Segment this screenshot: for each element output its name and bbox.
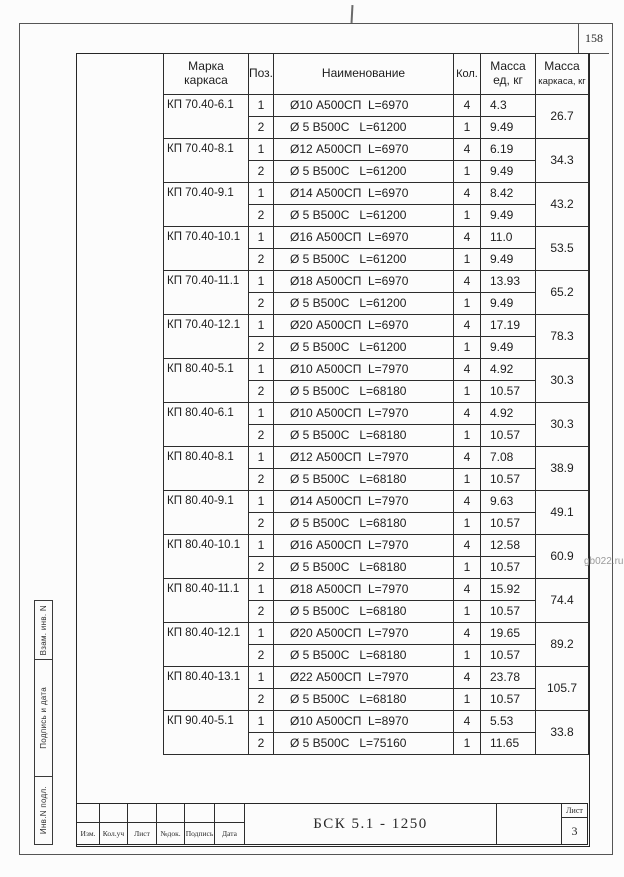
stamp-label-podpis-data: Подпись и дата [39, 687, 48, 749]
unit-mass-cell: 9.49 [481, 205, 536, 227]
spec-row [164, 623, 589, 645]
page-number: 158 [585, 31, 603, 45]
title-block [76, 803, 588, 845]
mark-cell: КП 80.40-12.1 [164, 623, 249, 667]
qty-cell: 1 [454, 689, 481, 711]
pos-cell: 2 [249, 689, 274, 711]
unit-mass-cell: 10.57 [481, 425, 536, 447]
name-cell: Ø 5 В500С L=61200 [274, 293, 454, 315]
name-cell: Ø 5 В500С L=75160 [274, 733, 454, 755]
qty-cell: 4 [454, 623, 481, 645]
qty-cell: 4 [454, 227, 481, 249]
unit-mass-cell: 9.49 [481, 249, 536, 271]
unit-mass-cell: 15.92 [481, 579, 536, 601]
spec-row [164, 139, 589, 161]
mark-cell: КП 70.40-12.1 [164, 315, 249, 359]
stamp-cell [35, 601, 52, 659]
name-cell: Ø 5 В500С L=61200 [274, 205, 454, 227]
sheet-label: Лист [562, 804, 587, 818]
unit-mass-cell: 13.93 [481, 271, 536, 293]
pos-cell: 1 [249, 535, 274, 557]
pos-cell: 1 [249, 447, 274, 469]
qty-cell: 1 [454, 381, 481, 403]
name-cell: Ø 5 В500С L=68180 [274, 601, 454, 623]
total-mass-cell: 65.2 [536, 271, 589, 315]
total-mass-cell: 49.1 [536, 491, 589, 535]
name-cell: Ø12 А500СП L=6970 [274, 139, 454, 161]
margin-stamp-column [34, 600, 53, 845]
total-mass-cell: 26.7 [536, 95, 589, 139]
unit-mass-cell: 10.57 [481, 645, 536, 667]
qty-cell: 4 [454, 139, 481, 161]
total-mass-cell: 74.4 [536, 579, 589, 623]
name-cell: Ø 5 В500С L=61200 [274, 249, 454, 271]
name-cell: Ø 5 В500С L=68180 [274, 425, 454, 447]
name-cell: Ø 5 В500С L=61200 [274, 117, 454, 139]
qty-cell: 4 [454, 711, 481, 733]
spec-row [164, 95, 589, 117]
name-cell: Ø 5 В500С L=61200 [274, 337, 454, 359]
pos-cell: 2 [249, 117, 274, 139]
qty-cell: 1 [454, 601, 481, 623]
name-cell: Ø 5 В500С L=68180 [274, 513, 454, 535]
total-mass-cell: 53.5 [536, 227, 589, 271]
spec-table-body [164, 95, 589, 755]
header-frame-mass: Масса каркаса, кг [536, 54, 589, 95]
specification-table [163, 53, 589, 755]
spec-row [164, 579, 589, 601]
total-mass-cell: 38.9 [536, 447, 589, 491]
name-cell: Ø 5 В500С L=68180 [274, 469, 454, 491]
scan-artifact [351, 5, 354, 23]
pos-cell: 1 [249, 183, 274, 205]
mark-cell: КП 70.40-8.1 [164, 139, 249, 183]
watermark-text: gb022.ru [584, 556, 624, 567]
name-cell: Ø18 А500СП L=6970 [274, 271, 454, 293]
stamp-cell [35, 776, 52, 844]
qty-cell: 4 [454, 95, 481, 117]
pos-cell: 2 [249, 205, 274, 227]
qty-cell: 4 [454, 579, 481, 601]
qty-cell: 1 [454, 249, 481, 271]
name-cell: Ø16 А500СП L=6970 [274, 227, 454, 249]
column-label-koluch: Кол.уч [102, 829, 125, 838]
total-mass-cell: 60.9 [536, 535, 589, 579]
qty-cell: 1 [454, 425, 481, 447]
total-mass-cell: 89.2 [536, 623, 589, 667]
pos-cell: 1 [249, 667, 274, 689]
total-mass-cell: 43.2 [536, 183, 589, 227]
mark-cell: КП 80.40-10.1 [164, 535, 249, 579]
column-label-data: Дата [222, 829, 237, 838]
mark-cell: КП 80.40-6.1 [164, 403, 249, 447]
qty-cell: 4 [454, 271, 481, 293]
unit-mass-cell: 10.57 [481, 469, 536, 491]
pos-cell: 2 [249, 381, 274, 403]
pos-cell: 1 [249, 711, 274, 733]
name-cell: Ø14 А500СП L=6970 [274, 183, 454, 205]
name-cell: Ø12 А500СП L=7970 [274, 447, 454, 469]
pos-cell: 2 [249, 645, 274, 667]
pos-cell: 2 [249, 469, 274, 491]
revision-column [99, 804, 127, 844]
mark-cell: КП 70.40-10.1 [164, 227, 249, 271]
mark-cell: КП 80.40-9.1 [164, 491, 249, 535]
name-cell: Ø10 А500СП L=8970 [274, 711, 454, 733]
unit-mass-cell: 10.57 [481, 381, 536, 403]
pos-cell: 1 [249, 139, 274, 161]
name-cell: Ø 5 В500С L=68180 [274, 381, 454, 403]
unit-mass-cell: 23.78 [481, 667, 536, 689]
unit-mass-cell: 10.57 [481, 513, 536, 535]
unit-mass-cell: 4.92 [481, 403, 536, 425]
unit-mass-cell: 8.42 [481, 183, 536, 205]
spec-row [164, 535, 589, 557]
mark-cell: КП 70.40-11.1 [164, 271, 249, 315]
total-mass-cell: 33.8 [536, 711, 589, 755]
pos-cell: 1 [249, 315, 274, 337]
qty-cell: 4 [454, 359, 481, 381]
sheet-cell [561, 804, 587, 844]
unit-mass-cell: 11.65 [481, 733, 536, 755]
name-cell: Ø20 А500СП L=6970 [274, 315, 454, 337]
mark-cell: КП 80.40-13.1 [164, 667, 249, 711]
total-mass-cell: 30.3 [536, 359, 589, 403]
total-mass-cell: 34.3 [536, 139, 589, 183]
pos-cell: 1 [249, 623, 274, 645]
column-label-podpis: Подпись [185, 829, 214, 838]
spec-row [164, 711, 589, 733]
unit-mass-cell: 19.65 [481, 623, 536, 645]
unit-mass-cell: 6.19 [481, 139, 536, 161]
unit-mass-cell: 10.57 [481, 557, 536, 579]
pos-cell: 2 [249, 557, 274, 579]
sheet-number: 3 [571, 823, 578, 838]
mark-cell: КП 80.40-8.1 [164, 447, 249, 491]
qty-cell: 1 [454, 337, 481, 359]
name-cell: Ø 5 В500С L=68180 [274, 557, 454, 579]
qty-cell: 1 [454, 733, 481, 755]
spec-row [164, 403, 589, 425]
header-qty: Кол. [454, 54, 481, 95]
mark-cell: КП 80.40-11.1 [164, 579, 249, 623]
pos-cell: 1 [249, 403, 274, 425]
mark-cell: КП 80.40-5.1 [164, 359, 249, 403]
column-label-list: Лист [134, 829, 150, 838]
qty-cell: 1 [454, 161, 481, 183]
spec-row [164, 227, 589, 249]
revision-column [214, 804, 244, 844]
unit-mass-cell: 9.63 [481, 491, 536, 513]
unit-mass-cell: 9.49 [481, 337, 536, 359]
stamp-label-inv-podl: Инв.N подл. [39, 786, 48, 835]
qty-cell: 1 [454, 557, 481, 579]
qty-cell: 4 [454, 183, 481, 205]
pos-cell: 2 [249, 513, 274, 535]
document-number: БСК 5.1 - 1250 [245, 804, 497, 844]
qty-cell: 4 [454, 491, 481, 513]
unit-mass-cell: 17.19 [481, 315, 536, 337]
page-number-box [578, 24, 609, 54]
name-cell: Ø10 А500СП L=7970 [274, 403, 454, 425]
total-mass-cell: 30.3 [536, 403, 589, 447]
pos-cell: 1 [249, 95, 274, 117]
spec-row [164, 271, 589, 293]
total-mass-cell: 78.3 [536, 315, 589, 359]
column-label-izm: Изм. [80, 829, 96, 838]
unit-mass-cell: 5.53 [481, 711, 536, 733]
name-cell: Ø22 А500СП L=7970 [274, 667, 454, 689]
column-label-ndok: №док. [160, 829, 181, 838]
name-cell: Ø18 А500СП L=7970 [274, 579, 454, 601]
qty-cell: 4 [454, 535, 481, 557]
unit-mass-cell: 9.49 [481, 117, 536, 139]
pos-cell: 2 [249, 161, 274, 183]
spec-row [164, 447, 589, 469]
unit-mass-cell: 9.49 [481, 161, 536, 183]
unit-mass-cell: 12.58 [481, 535, 536, 557]
pos-cell: 1 [249, 579, 274, 601]
qty-cell: 4 [454, 667, 481, 689]
pos-cell: 1 [249, 491, 274, 513]
pos-cell: 2 [249, 337, 274, 359]
spec-row [164, 315, 589, 337]
unit-mass-cell: 4.92 [481, 359, 536, 381]
name-cell: Ø 5 В500С L=61200 [274, 161, 454, 183]
name-cell: Ø10 А500СП L=6970 [274, 95, 454, 117]
qty-cell: 1 [454, 645, 481, 667]
spec-row [164, 183, 589, 205]
header-name: Наименование [274, 54, 454, 95]
total-mass-cell: 105.7 [536, 667, 589, 711]
revision-column [156, 804, 184, 844]
header-mark: Марка каркаса [164, 54, 249, 95]
pos-cell: 1 [249, 227, 274, 249]
qty-cell: 4 [454, 447, 481, 469]
pos-cell: 2 [249, 425, 274, 447]
revision-columns [77, 804, 245, 844]
qty-cell: 4 [454, 403, 481, 425]
name-cell: Ø 5 В500С L=68180 [274, 689, 454, 711]
spec-row [164, 667, 589, 689]
revision-column [77, 804, 99, 844]
unit-mass-cell: 10.57 [481, 601, 536, 623]
pos-cell: 1 [249, 359, 274, 381]
spec-row [164, 491, 589, 513]
qty-cell: 1 [454, 293, 481, 315]
header-pos: Поз. [249, 54, 274, 95]
qty-cell: 1 [454, 513, 481, 535]
name-cell: Ø20 А500СП L=7970 [274, 623, 454, 645]
unit-mass-cell: 11.0 [481, 227, 536, 249]
pos-cell: 1 [249, 271, 274, 293]
name-cell: Ø14 А500СП L=7970 [274, 491, 454, 513]
name-cell: Ø10 А500СП L=7970 [274, 359, 454, 381]
revision-column [184, 804, 214, 844]
name-cell: Ø 5 В500С L=68180 [274, 645, 454, 667]
unit-mass-cell: 7.08 [481, 447, 536, 469]
qty-cell: 1 [454, 117, 481, 139]
table-header-row [164, 54, 589, 95]
mark-cell: КП 70.40-9.1 [164, 183, 249, 227]
unit-mass-cell: 4.3 [481, 95, 536, 117]
pos-cell: 2 [249, 249, 274, 271]
qty-cell: 1 [454, 469, 481, 491]
stamp-cell [35, 659, 52, 776]
revision-column [127, 804, 156, 844]
qty-cell: 1 [454, 205, 481, 227]
unit-mass-cell: 10.57 [481, 689, 536, 711]
mark-cell: КП 70.40-6.1 [164, 95, 249, 139]
pos-cell: 2 [249, 601, 274, 623]
name-cell: Ø16 А500СП L=7970 [274, 535, 454, 557]
mark-cell: КП 90.40-5.1 [164, 711, 249, 755]
unit-mass-cell: 9.49 [481, 293, 536, 315]
qty-cell: 4 [454, 315, 481, 337]
pos-cell: 2 [249, 293, 274, 315]
pos-cell: 2 [249, 733, 274, 755]
spec-row [164, 359, 589, 381]
header-unit-mass: Масса ед, кг [481, 54, 536, 95]
stamp-label-vzam-inv: Взам. инв. N [39, 604, 48, 656]
